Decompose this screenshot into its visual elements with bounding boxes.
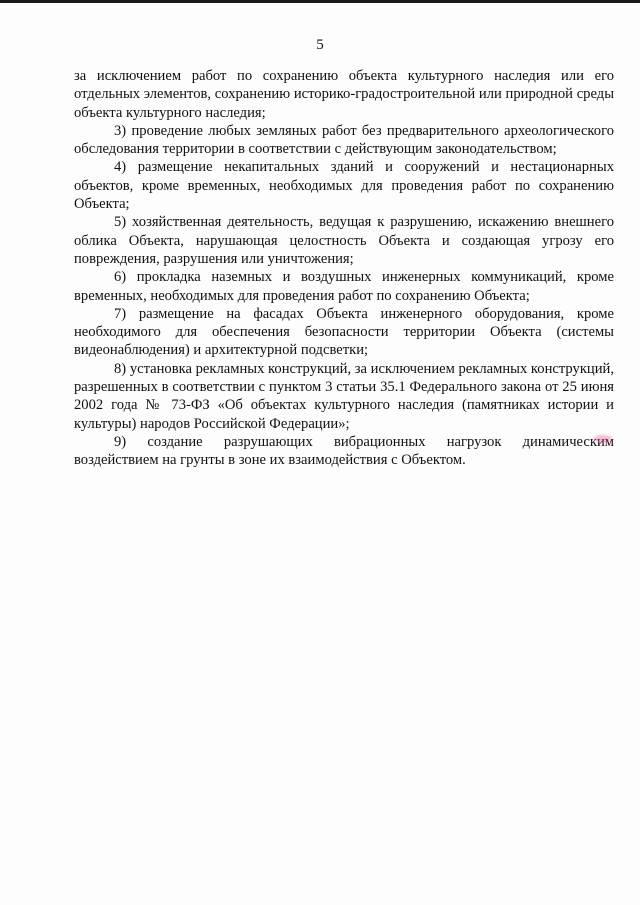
list-item-9: 9) создание разрушающих вибрационных нагрузок динамическим воздействием на грунты в зоне их взаимодействия с Объектом. (74, 433, 614, 469)
list-item-8: 8) установка рекламных конструкций, за исключением рекламных конструкций, разрешенных в соответствии с пунктом 3 статьи 35.1 Федерального закона от 25 июня 2002 года № 73-ФЗ «Об объектах культурного наследия (памятниках истории и культуры) народов Российской Федерации»; (74, 360, 614, 432)
list-item-4: 4) размещение некапитальных зданий и сооружений и нестационарных объектов, кроме временных, необходимых для проведения работ по сохранению Объекта; (74, 159, 614, 213)
ink-mark (594, 435, 612, 443)
paragraph-continuation: за исключением работ по сохранению объекта культурного наследия или его отдельных элементов, сохранению историко-градостроительной или природной среды объекта культурного наследия; (74, 68, 614, 121)
page-number: 5 (316, 37, 324, 53)
list-item-3: 3) проведение любых земляных работ без предварительного археологического обследования территории в соответствии с действующим законодательством; (74, 122, 614, 158)
list-item-7: 7) размещение на фасадах Объекта инженерного оборудования, кроме необходимого для обеспечения безопасности территории Объекта (системы видеонаблюдения) и архитектурной подсветки; (74, 305, 614, 359)
list-item-6: 6) прокладка наземных и воздушных инженерных коммуникаций, кроме временных, необходимых для проведения работ по сохранению Объекта; (74, 269, 614, 304)
document-body (74, 67, 614, 470)
list-item-5: 5) хозяйственная деятельность, ведущая к разрушению, искажению внешнего облика Объекта, нарушающая целостность Объекта и создающая угрозу его повреждения, разрушения или уничтожения; (74, 214, 614, 267)
